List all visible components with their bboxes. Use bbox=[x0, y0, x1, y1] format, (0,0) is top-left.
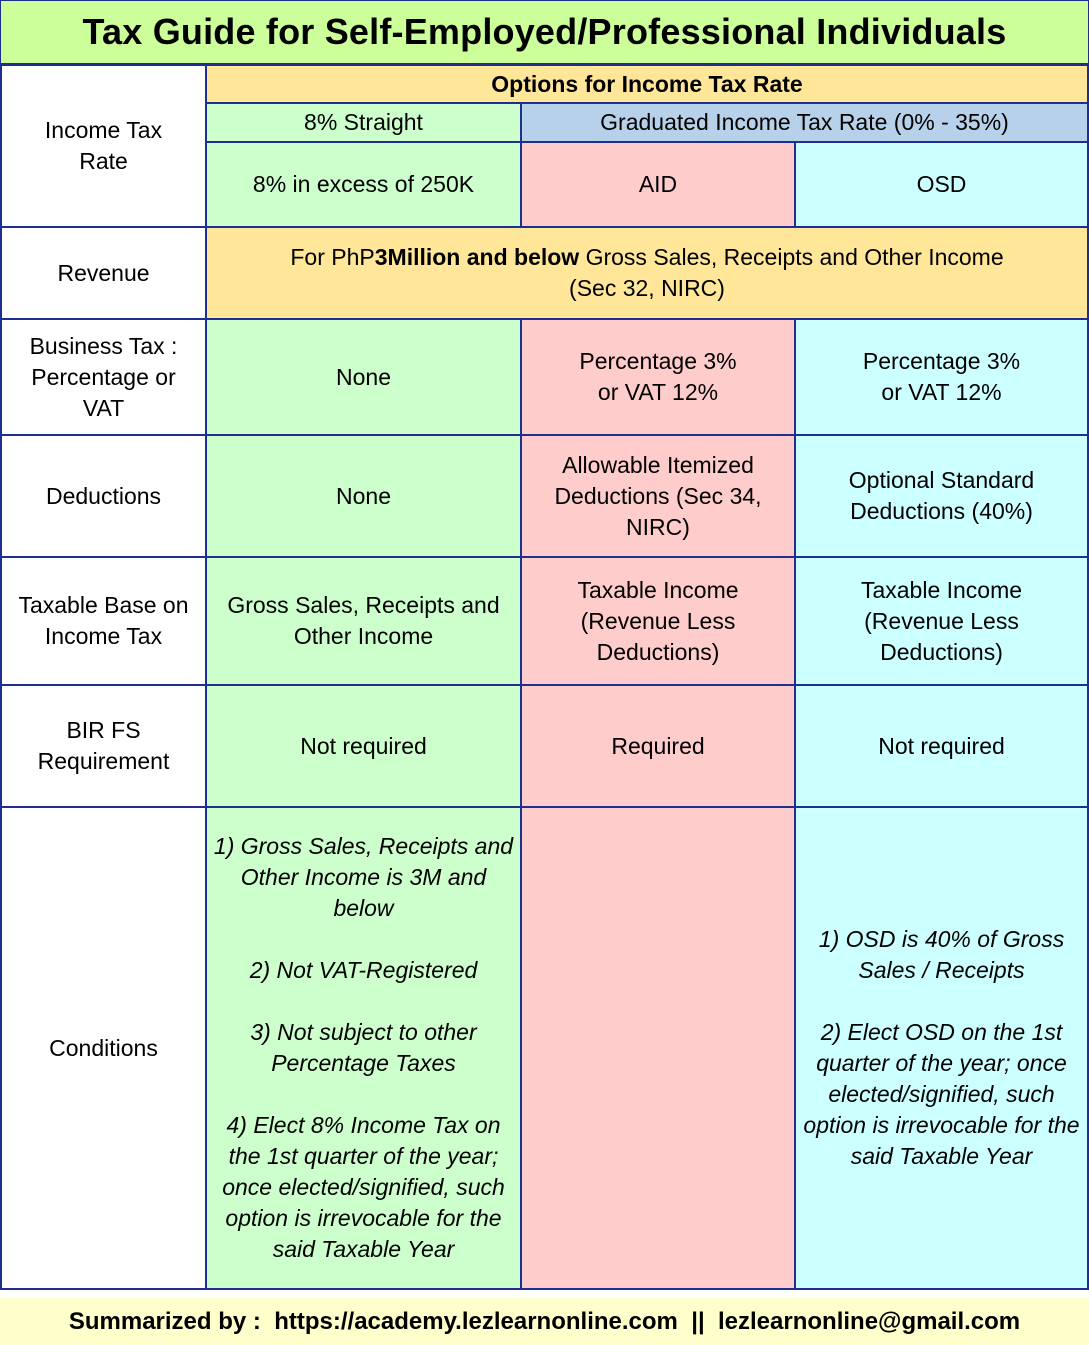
straight-bir-fs-cell: Not required bbox=[206, 685, 521, 807]
label-revenue: Revenue bbox=[1, 227, 206, 319]
straight-condition-1: 1) Gross Sales, Receipts and Other Income is 3M and below bbox=[213, 833, 514, 921]
straight-taxable-base-cell: Gross Sales, Receipts and Other Income bbox=[206, 557, 521, 685]
straight-condition-3: 3) Not subject to other Percentage Taxes bbox=[250, 1019, 477, 1076]
aid-deductions-text: Allowable Itemized Deductions (Sec 34, NIRC) bbox=[554, 451, 762, 540]
osd-condition-1: 1) OSD is 40% of Gross Sales / Receipts bbox=[818, 926, 1065, 983]
straight-conditions-cell bbox=[206, 807, 521, 1289]
straight-condition-4: 4) Elect 8% Income Tax on the 1st quarter of the year; once elected/signified, such option is irrevocable for the said Taxable Year bbox=[222, 1112, 505, 1262]
revenue-cell bbox=[206, 227, 1088, 319]
osd-bir-fs-cell: Not required bbox=[795, 685, 1088, 807]
label-bir-fs bbox=[1, 685, 206, 807]
aid-rate-cell: AID bbox=[521, 142, 795, 227]
label-income-tax-rate bbox=[1, 65, 206, 227]
tax-guide-table bbox=[0, 64, 1089, 1290]
revenue-suffix: Gross Sales, Receipts and Other Income bbox=[579, 244, 1004, 270]
revenue-threshold: 3Million and below bbox=[374, 244, 580, 270]
label-deductions: Deductions bbox=[1, 435, 206, 557]
revenue-prefix: For PhP bbox=[290, 244, 375, 270]
osd-business-tax-cell bbox=[795, 319, 1088, 435]
osd-business-tax-text: Percentage 3% or VAT 12% bbox=[862, 348, 1021, 405]
aid-business-tax-text: Percentage 3% or VAT 12% bbox=[579, 348, 737, 405]
page-title: Tax Guide for Self-Employed/Professional Individuals bbox=[0, 0, 1089, 64]
label-taxable-base-text: Taxable Base on Income Tax bbox=[18, 592, 189, 649]
straight-deductions-cell: None bbox=[206, 435, 521, 557]
straight-rate-cell: 8% in excess of 250K bbox=[206, 142, 521, 227]
revenue-reference: (Sec 32, NIRC) bbox=[569, 275, 725, 301]
footer-credits: Summarized by : https://academy.lezlearnonline.com || lezlearnonline@gmail.com bbox=[0, 1298, 1089, 1345]
osd-deductions-text: Optional Standard Deductions (40%) bbox=[848, 467, 1035, 524]
label-conditions: Conditions bbox=[1, 807, 206, 1289]
label-business-tax-text: Business Tax : Percentage or VAT bbox=[29, 332, 178, 421]
osd-conditions-cell bbox=[795, 807, 1088, 1289]
aid-taxable-base-text: Taxable Income (Revenue Less Deductions) bbox=[577, 576, 739, 665]
osd-rate-cell: OSD bbox=[795, 142, 1088, 227]
label-bir-fs-text: BIR FS Requirement bbox=[37, 717, 170, 774]
osd-condition-2: 2) Elect OSD on the 1st quarter of the year; once elected/signified, such option is irrevocable for the said Taxable Year bbox=[803, 1019, 1080, 1169]
osd-taxable-base-text: Taxable Income (Revenue Less Deductions) bbox=[860, 576, 1023, 665]
label-taxable-base bbox=[1, 557, 206, 685]
straight-condition-2: 2) Not VAT-Registered bbox=[249, 957, 478, 983]
label-business-tax bbox=[1, 319, 206, 435]
aid-deductions-cell bbox=[521, 435, 795, 557]
options-header: Options for Income Tax Rate bbox=[206, 65, 1088, 103]
aid-bir-fs-cell: Required bbox=[521, 685, 795, 807]
aid-conditions-cell bbox=[521, 807, 795, 1289]
osd-deductions-cell bbox=[795, 435, 1088, 557]
osd-taxable-base-cell bbox=[795, 557, 1088, 685]
aid-business-tax-cell bbox=[521, 319, 795, 435]
aid-taxable-base-cell bbox=[521, 557, 795, 685]
straight-business-tax-cell: None bbox=[206, 319, 521, 435]
graduated-header: Graduated Income Tax Rate (0% - 35%) bbox=[521, 103, 1088, 141]
straight-header: 8% Straight bbox=[206, 103, 521, 141]
label-income-tax-rate-text: Income Tax Rate bbox=[44, 117, 163, 174]
